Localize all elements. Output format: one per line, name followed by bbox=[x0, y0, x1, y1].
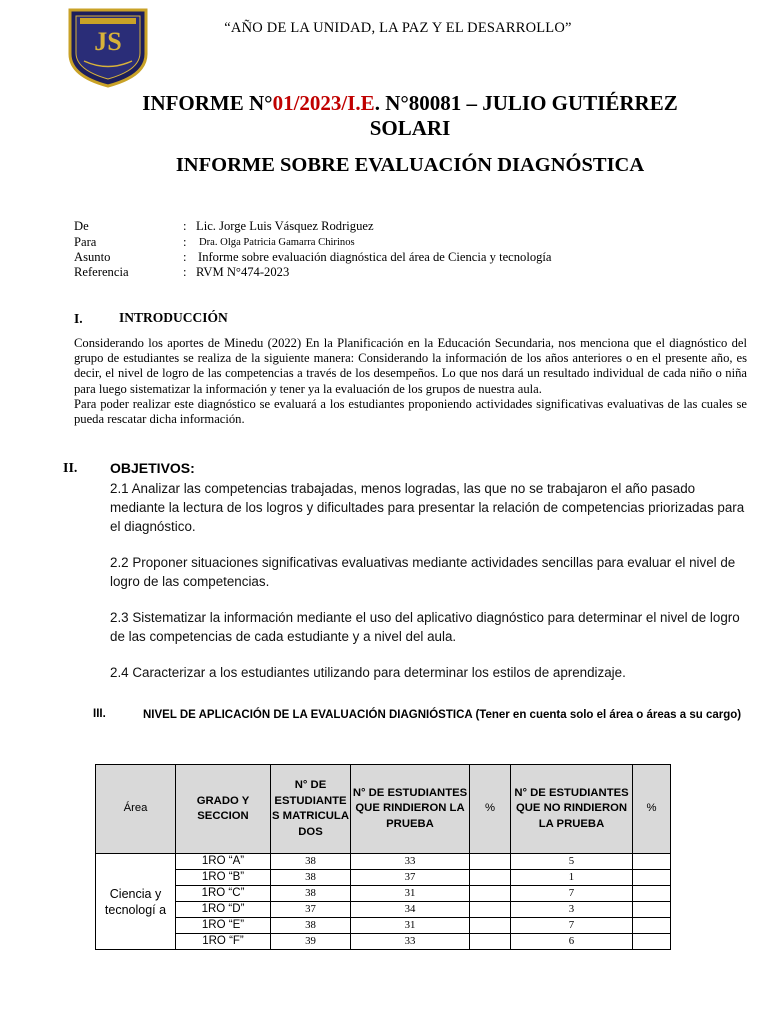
percent-cell bbox=[633, 870, 671, 886]
section-number: II. bbox=[63, 461, 78, 476]
meta-colon: : bbox=[183, 219, 187, 233]
percent-cell bbox=[470, 854, 511, 870]
grade-cell: 1RO “C” bbox=[176, 886, 271, 902]
enrolled-cell: 38 bbox=[271, 886, 351, 902]
percent-cell bbox=[633, 886, 671, 902]
not-took-test-cell: 3 bbox=[511, 902, 633, 918]
enrolled-cell: 39 bbox=[271, 934, 351, 950]
logo-text: JS bbox=[94, 27, 122, 56]
enrolled-cell: 38 bbox=[271, 854, 351, 870]
percent-cell bbox=[470, 934, 511, 950]
not-took-test-cell: 7 bbox=[511, 886, 633, 902]
meta-label-referencia: Referencia bbox=[74, 265, 129, 279]
area-cell: Ciencia y tecnologí a bbox=[96, 854, 176, 950]
paragraph: Para poder realizar este diagnóstico se evaluará a los estudiantes proponiendo actividades significativas evaluativas de las cuales se pueda rescatar dicha información. bbox=[74, 396, 747, 427]
not-took-test-cell: 6 bbox=[511, 934, 633, 950]
column-header-grado: GRADO Y SECCION bbox=[176, 765, 271, 854]
took-test-cell: 33 bbox=[351, 854, 470, 870]
table-row bbox=[96, 902, 671, 918]
evaluation-table bbox=[95, 764, 671, 950]
meta-value-referencia: RVM N°474-2023 bbox=[196, 265, 290, 279]
meta-label-de: De bbox=[74, 219, 89, 233]
objective-item: 2.3 Sistematizar la información mediante el uso del aplicativo diagnóstico para determinar el nivel de logro de las competencias de cada estudiante y a nivel del aula. bbox=[110, 610, 740, 644]
grade-cell: 1RO “E” bbox=[176, 918, 271, 934]
meta-label-para: Para bbox=[74, 235, 97, 249]
meta-colon: : bbox=[183, 235, 187, 249]
section-title-nivel-aplicacion: NIVEL DE APLICACIÓN DE LA EVALUACIÓN DIAGNIÓSTICA (Tener en cuenta solo el área o áreas a su cargo) bbox=[143, 709, 742, 721]
took-test-cell: 31 bbox=[351, 918, 470, 934]
table-row bbox=[96, 870, 671, 886]
school-crest-icon bbox=[60, 6, 156, 88]
section-number: I. bbox=[74, 311, 83, 326]
table-row bbox=[96, 918, 671, 934]
not-took-test-cell: 1 bbox=[511, 870, 633, 886]
document-motto: “AÑO DE LA UNIDAD, LA PAZ Y EL DESARROLLO” bbox=[224, 20, 572, 36]
percent-cell bbox=[470, 886, 511, 902]
grade-cell: 1RO “D” bbox=[176, 902, 271, 918]
paragraph: Considerando los aportes de Minedu (2022) En la Planificación en la Educación Secundaria, nos menciona que el diagnóstico del grupo de estudiantes se realiza de la siguiente manera: Considerando la información de los años anteriores o en el presente año, es decir, el nivel de logro de las competencias a través de los desempeños. Lo que nos dará un resultado individual de cada niño o niña para luego sistematizar la información y tener ya la evaluación de los grupos de nuestra aula. bbox=[74, 336, 747, 396]
took-test-cell: 31 bbox=[351, 886, 470, 902]
grade-cell: 1RO “A” bbox=[176, 854, 271, 870]
objective-item: 2.1 Analizar las competencias trabajadas, menos logradas, las que no se trabajaron el año pasado mediante la lectura de los logros y dificultades para presentar la relación de competencias priorizadas para el diagnóstico. bbox=[110, 481, 745, 534]
table-header-row bbox=[96, 765, 671, 854]
meta-label-asunto: Asunto bbox=[74, 250, 111, 264]
report-title bbox=[90, 91, 730, 141]
table-row bbox=[96, 886, 671, 902]
meta-value-asunto: Informe sobre evaluación diagnóstica del área de Ciencia y tecnología bbox=[198, 250, 552, 264]
table-row bbox=[96, 934, 671, 950]
report-number: 01/2023/I.E bbox=[272, 91, 375, 115]
column-header-area: Área bbox=[96, 765, 176, 854]
report-title-line2: SOLARI bbox=[369, 116, 451, 140]
column-header-rindieron: N° DE ESTUDIANTES QUE RINDIERON LA PRUEBA bbox=[351, 765, 470, 854]
report-subtitle: INFORME SOBRE EVALUACIÓN DIAGNÓSTICA bbox=[175, 154, 645, 176]
percent-cell bbox=[470, 902, 511, 918]
section-number: III. bbox=[93, 708, 106, 720]
column-header-percent: % bbox=[633, 765, 671, 854]
percent-cell bbox=[633, 918, 671, 934]
introduccion-text bbox=[74, 336, 747, 427]
table-row bbox=[96, 854, 671, 870]
enrolled-cell: 38 bbox=[271, 918, 351, 934]
report-title-school: . N°80081 – JULIO GUTIÉRREZ bbox=[374, 91, 678, 115]
not-took-test-cell: 5 bbox=[511, 854, 633, 870]
enrolled-cell: 37 bbox=[271, 902, 351, 918]
meta-value-para: Dra. Olga Patricia Gamarra Chirinos bbox=[199, 237, 355, 248]
percent-cell bbox=[633, 902, 671, 918]
objective-item: 2.4 Caracterizar a los estudiantes utilizando para determinar los estilos de aprendizaje. bbox=[110, 665, 626, 680]
section-title-objetivos: OBJETIVOS: bbox=[110, 460, 195, 476]
percent-cell bbox=[470, 918, 511, 934]
column-header-no-rindieron: N° DE ESTUDIANTES QUE NO RINDIERON LA PRUEBA bbox=[511, 765, 633, 854]
took-test-cell: 37 bbox=[351, 870, 470, 886]
section-title-introduccion: INTRODUCCIÓN bbox=[119, 310, 228, 325]
not-took-test-cell: 7 bbox=[511, 918, 633, 934]
percent-cell bbox=[470, 870, 511, 886]
grade-cell: 1RO “F” bbox=[176, 934, 271, 950]
enrolled-cell: 38 bbox=[271, 870, 351, 886]
took-test-cell: 33 bbox=[351, 934, 470, 950]
grade-cell: 1RO “B” bbox=[176, 870, 271, 886]
meta-value-de: Lic. Jorge Luis Vásquez Rodriguez bbox=[196, 219, 374, 233]
report-title-prefix: INFORME N° bbox=[142, 91, 273, 115]
meta-colon: : bbox=[183, 250, 187, 264]
column-header-percent: % bbox=[470, 765, 511, 854]
column-header-matriculados: N° DE ESTUDIANTE S MATRICULA DOS bbox=[271, 765, 351, 854]
meta-colon: : bbox=[183, 265, 187, 279]
took-test-cell: 34 bbox=[351, 902, 470, 918]
objective-item: 2.2 Proponer situaciones significativas evaluativas mediante actividades sencillas para evaluar el nivel de logro de las competencias. bbox=[110, 555, 736, 589]
percent-cell bbox=[633, 854, 671, 870]
percent-cell bbox=[633, 934, 671, 950]
